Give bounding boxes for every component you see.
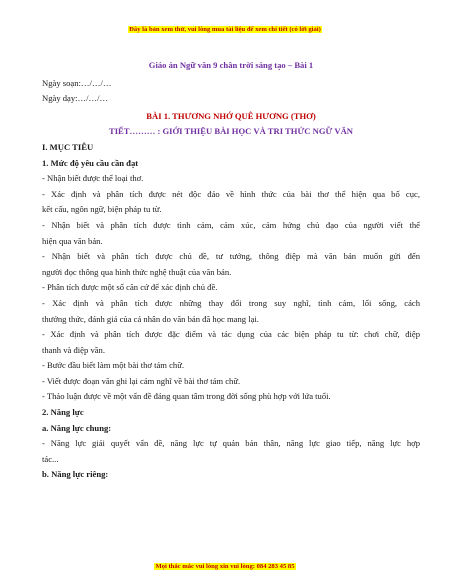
objective-line: hiện qua văn bản. — [42, 235, 103, 246]
contact-banner — [0, 563, 450, 570]
objective-line: - Phân tích được một số căn cứ để xác định chủ đề. — [42, 282, 218, 293]
objective-line: - Xác định và phân tích được đặc điểm và tác dụng của các biện pháp tu từ: chơi chữ, điệp — [42, 329, 420, 340]
contact-banner-text: Mọi thắc mắc vui lòng xin vui lòng: 084 283 45 85 — [155, 563, 295, 570]
document-title: Giáo án Ngữ văn 9 chân trời sáng tạo – Bài 1 — [148, 60, 314, 70]
subsection-heading-requirements: 1. Mức độ yêu cầu cần đạt — [42, 157, 139, 168]
competence-line: - Năng lực giải quyết vấn đề, năng lực tự quản bản thân, năng lực giao tiếp, năng lực hợp — [42, 438, 420, 449]
objective-line: thanh và điệp vần. — [42, 344, 106, 355]
section-heading-objectives: I. MỤC TIÊU — [42, 141, 94, 152]
objective-line: - Xác định và phân tích được những thay đổi trong suy nghĩ, tình cảm, lối sống, cách — [42, 297, 420, 308]
preview-banner — [0, 26, 450, 33]
competence-line: tác... — [42, 453, 59, 464]
objective-line: người đọc thông qua hình thức nghệ thuật của văn bản. — [42, 266, 232, 277]
objective-line: - Nhận biết và phân tích được tình cảm, cảm xúc, cảm hứng chủ đạo của người viết thể — [42, 219, 420, 230]
objective-line: kết cấu, ngôn ngữ, biện pháp tu từ. — [42, 204, 162, 215]
preview-banner-text: Đây là bản xem thử, vui lòng mua tài liệu để xem chi tiết (có lời giải) — [129, 26, 321, 33]
document-body — [42, 58, 420, 483]
objective-line: - Xác định và phân tích được nét độc đáo về hình thức của bài thơ thể hiện qua bố cục, — [42, 188, 420, 199]
subsection-heading-specific: b. Năng lực riêng: — [42, 469, 109, 480]
objective-line: thưởng thức, đánh giá của cá nhân do văn bản đã học mang lại. — [42, 313, 259, 324]
objective-line: - Bước đầu biết làm một bài thơ tám chữ. — [42, 360, 185, 371]
objective-line: - Nhận biết được thể loại thơ. — [42, 173, 144, 184]
subsection-heading-general: a. Năng lực chung: — [42, 422, 112, 433]
period-title: TIẾT……… : GIỚI THIỆU BÀI HỌC VÀ TRI THỨC NGỮ VĂN — [108, 126, 353, 137]
date-taught: Ngày dạy:…/…/… — [42, 93, 109, 104]
objective-line: - Viết được đoạn văn ghi lại cảm nghĩ về bài thơ tám chữ. — [42, 375, 241, 386]
objective-line: - Thảo luận được về một vấn đề đáng quan tâm trong đời sống phù hợp với lứa tuổi. — [42, 391, 331, 402]
date-prepared: Ngày soạn:…/…/… — [42, 77, 112, 88]
objective-line: - Nhận biết và phân tích được chủ đề, tư tưởng, thông điệp mà văn bản muốn gửi đến — [42, 251, 420, 262]
lesson-title: BÀI 1. THƯƠNG NHỚ QUÊ HƯƠNG (THƠ) — [146, 110, 316, 121]
subsection-heading-competence: 2. Năng lực — [42, 407, 84, 418]
